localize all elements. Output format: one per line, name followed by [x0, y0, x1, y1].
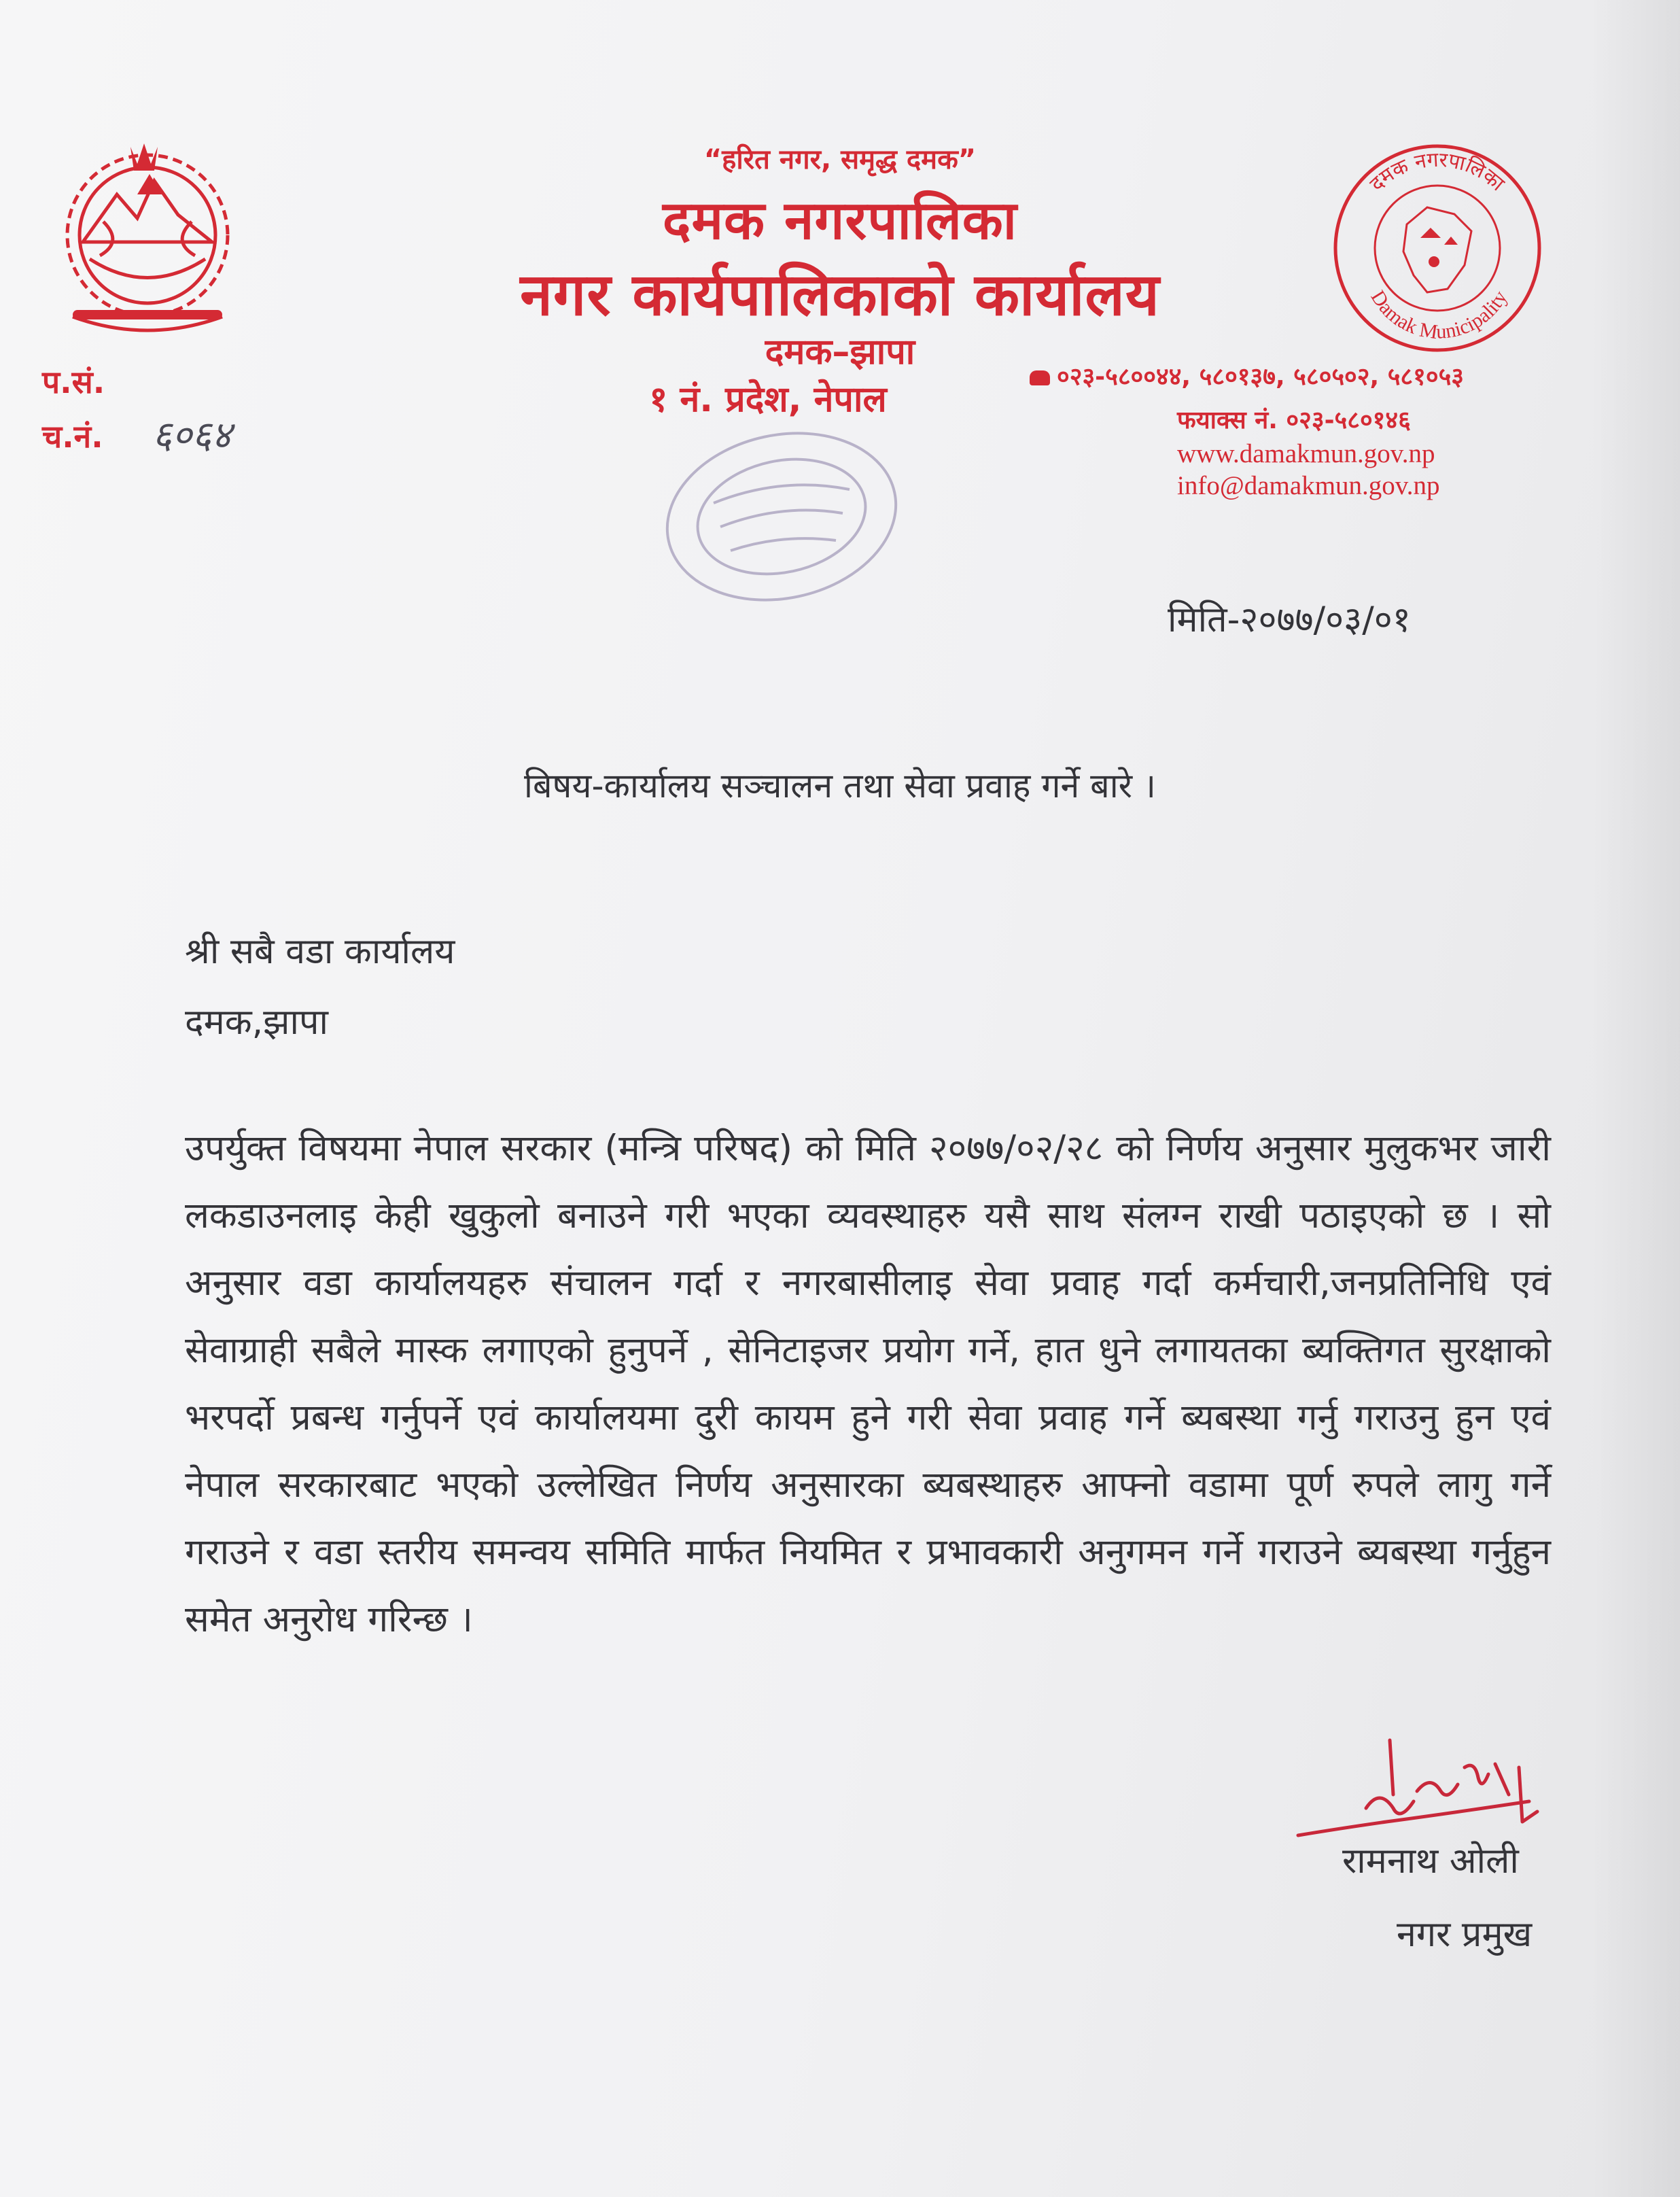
fax-line: फयाक्स नं. ०२३-५८०१४६ — [1177, 406, 1411, 434]
addressee-location: दमक,झापा — [185, 1002, 328, 1043]
svg-text:Damak Municipality: Damak Municipality — [1366, 286, 1512, 344]
office-name: नगर कार्यपालिकाको कार्यालय — [520, 261, 1160, 329]
letter-subject: बिषय-कार्यालय सञ्चालन तथा सेवा प्रवाह गर्ने बारे । — [524, 766, 1156, 806]
website-link: www.damakmun.gov.np — [1177, 439, 1435, 468]
phone-line — [1030, 359, 1464, 392]
ref-cha-na-label: च.नं. — [42, 418, 103, 455]
email-link: info@damakmun.gov.np — [1177, 471, 1440, 500]
letter-date: मिति-२०७७/०३/०१ — [1168, 600, 1411, 640]
office-location: दमक–झापा — [765, 332, 915, 373]
signer-name: रामनाथ ओली — [1342, 1841, 1519, 1882]
signer-title: नगर प्रमुख — [1397, 1914, 1533, 1955]
province-line: १ नं. प्रदेश, नेपाल — [649, 379, 887, 420]
office-stamp-icon — [639, 415, 924, 625]
phone-icon — [1030, 370, 1050, 385]
ref-pa-sa-label: प.सं. — [42, 364, 105, 400]
addressee: श्री सबै वडा कार्यालय — [185, 931, 455, 972]
slogan: “हरित नगर, समृद्ध दमक” — [703, 144, 977, 175]
municipality-name: दमक नगरपालिका — [663, 190, 1017, 252]
phone-numbers: ०२३-५८००४४, ५८०१३७, ५८०५०२, ५८१०५३ — [1057, 363, 1465, 391]
ref-cha-na-value: ६०६४ — [152, 413, 232, 457]
letter-body: उपर्युक्त विषयमा नेपाल सरकार (मन्त्रि परिषद) को मिति २०७७/०२/२८ को निर्णय अनुसार मुलुकभर जारी लकडाउनलाइ केही खुकुलो बनाउने गरी भएका व्यवस्थाहरु यसै साथ संलग्न राखी पठाइएको छ । सो अनुसार वडा कार्यालयहरु संचालन गर्दा र नगरबासीलाइ सेवा प्रवाह गर्दा कर्मचारी,जनप्रतिनिधि एवं सेवाग्राही सबैले मास्क लगाएको हुनुपर्ने , सेनिटाइजर प्रयोग गर्ने, हात धुने लगायतका ब्यक्तिगत सुरक्षाको भरपर्दो प्रबन्ध गर्नुपर्ने एवं कार्यालयमा दुरी कायम हुने गरी सेवा प्रवाह गर्ने ब्यबस्था गर्नु गराउनु हुन एवं नेपाल सरकारबाट भएको उल्लेखित निर्णय अनुसारका ब्यबस्थाहरु आफ्नो वडामा पूर्ण रुपले लागु गर्ने गराउने र वडा स्तरीय समन्वय समिति मार्फत नियमित र प्रभावकारी अनुगमन गर्ने गराउने ब्यबस्था गर्नुहुन समेत अनुरोध गरिन्छ । — [185, 1128, 1551, 1640]
svg-text:दमक नगरपालिका: दमक नगरपालिका — [1365, 148, 1509, 196]
municipality-seal-icon — [1325, 136, 1550, 360]
